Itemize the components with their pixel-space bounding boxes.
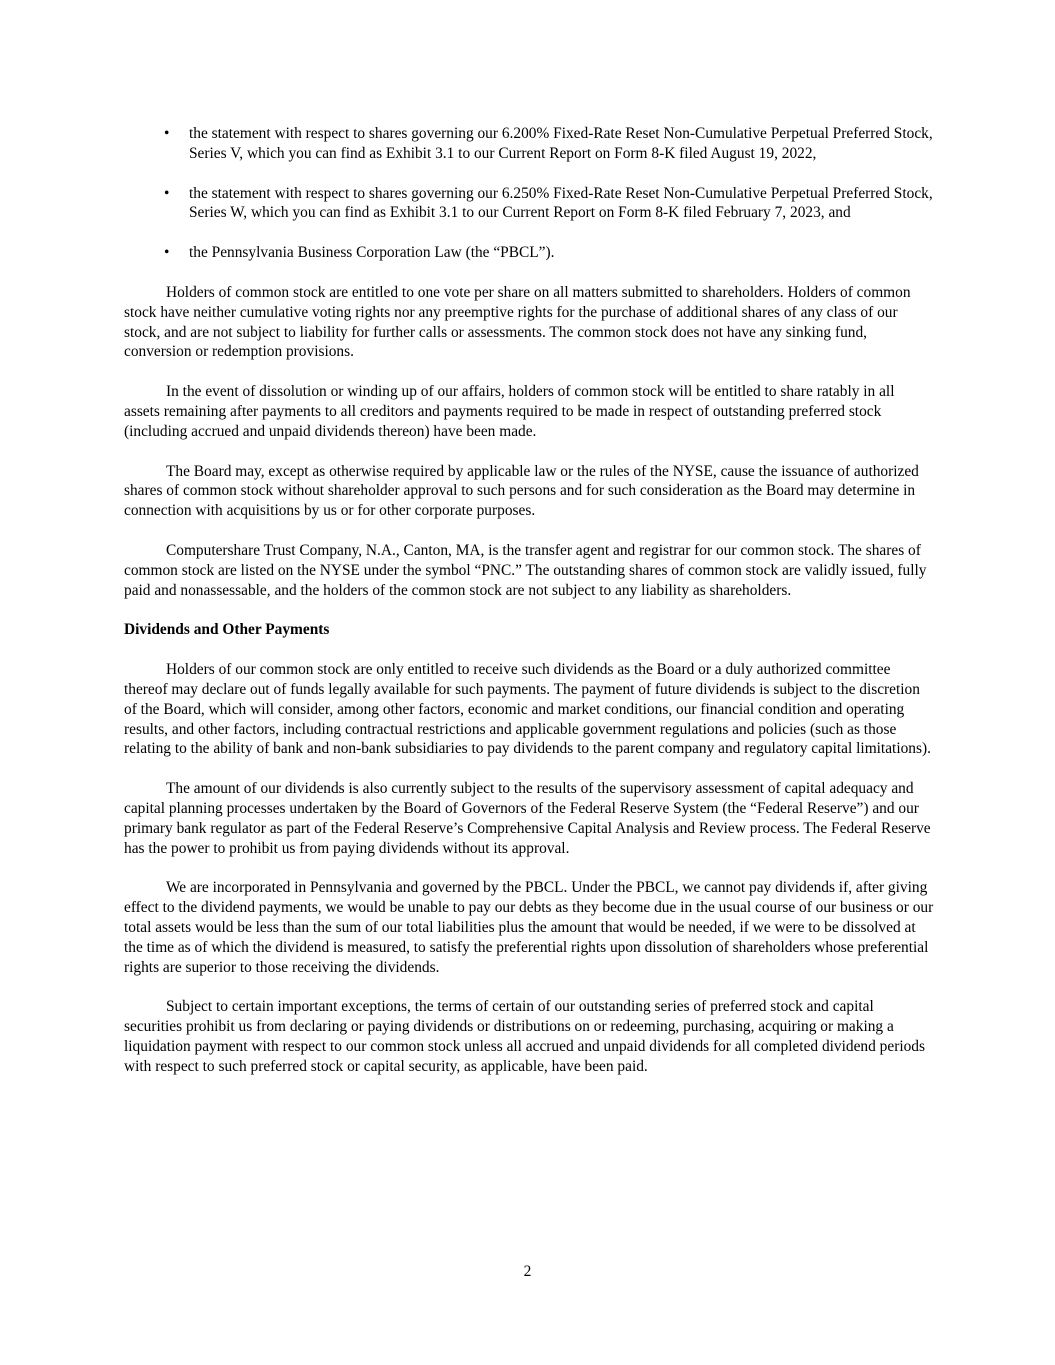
paragraph-preferred-exceptions: Subject to certain important exceptions, the terms of certain of our outstanding series of preferred stock and capital securities prohibit us from declaring or paying dividends or distributions on or redeeming, purchasing, acquiring or making a liquidation payment with respect to our common stock unless all accrued and unpaid dividends for all completed dividend periods with respect to such preferred stock or capital security, as applicable, have been paid. — [124, 998, 925, 1075]
page-content — [124, 124, 934, 1096]
bullet-icon: • — [164, 244, 170, 262]
paragraph-pbcl-restrictions: We are incorporated in Pennsylvania and governed by the PBCL. Under the PBCL, we cannot pay dividends if, after giving effect to the dividend payments, we would be unable to pay our debts as they become due in the usual course of our business or our total assets would be less than the sum of our total liabilities plus the amount that would be needed, if we were to be dissolved at the time as of which the dividend is measured, to satisfy the preferential rights upon dissolution of shareholders whose preferential rights are superior to those receiving the dividends. — [124, 879, 934, 976]
bullet-icon: • — [164, 184, 170, 202]
paragraph-issuance: The Board may, except as otherwise required by applicable law or the rules of the NYSE, cause the issuance of authorized shares of common stock without shareholder approval to such persons and for such consideration as the Board may determine in connection with acquisitions by us or for other corporate purposes. — [124, 462, 919, 520]
bullet-item-pbcl — [124, 243, 934, 263]
bullet-text: the statement with respect to shares governing our 6.200% Fixed-Rate Reset Non-Cumulative Perpetual Preferred Stock, Series V, which you can find as Exhibit 3.1 to our Current Report on Form 8-K filed August 19, 2022, — [189, 125, 933, 162]
bullet-text: the statement with respect to shares governing our 6.250% Fixed-Rate Reset Non-Cumulative Perpetual Preferred Stock, Series W, which you can find as Exhibit 3.1 to our Current Report on Form 8-K filed February 7, 2023, and — [189, 184, 933, 222]
paragraph-federal-reserve: The amount of our dividends is also currently subject to the results of the supervisory assessment of capital adequacy and capital planning processes undertaken by the Board of Governors of the Federal Reserve System (the “Federal Reserve”) and our primary bank regulator as part of the Federal Reserve’s Comprehensive Capital Analysis and Review process. The Federal Reserve has the power to prohibit us from paying dividends without its approval. — [124, 780, 931, 857]
paragraph-transfer-agent: Computershare Trust Company, N.A., Canton, MA, is the transfer agent and registrar for our common stock. The shares of common stock are listed on the NYSE under the symbol “PNC.” The outstanding shares of common stock are validly issued, fully paid and nonassessable, and the holders of the common stock are not subject to any liability as shareholders. — [124, 541, 927, 599]
paragraph-dissolution: In the event of dissolution or winding up of our affairs, holders of common stock will be entitled to share ratably in all assets remaining after payments to all creditors and payments required to be made in respect of outstanding preferred stock (including accrued and unpaid dividends thereon) have been made. — [124, 383, 895, 440]
bullet-text: the Pennsylvania Business Corporation Law (the “PBCL”). — [189, 244, 555, 262]
section-heading-dividends: Dividends and Other Payments — [124, 621, 330, 639]
page-number: 2 — [523, 1263, 532, 1280]
paragraph-dividend-entitlement: Holders of our common stock are only entitled to receive such dividends as the Board or a duly authorized committee thereof may declare out of funds legally available for such payments. The payment of future dividends is subject to the discretion of the Board, which will consider, among other factors, economic and market conditions, our financial condition and operating results, and other factors, including contractual restrictions and applicable government regulations and policies (such as those relating to the ability of bank and non-bank subsidiaries to pay dividends to the parent company and regulatory capital limitations). — [124, 661, 931, 758]
paragraph-voting-rights: Holders of common stock are entitled to one vote per share on all matters submitted to shareholders. Holders of common stock have neither cumulative voting rights nor any preemptive rights for the purchase of additional shares of any class of our stock, and are not subject to liability for further calls or assessments. The common stock does not have any sinking fund, conversion or redemption provisions. — [124, 283, 911, 361]
bullet-item-series-v — [124, 124, 934, 164]
bullet-icon: • — [164, 125, 170, 142]
bullet-item-series-w — [124, 184, 934, 224]
bullet-list — [124, 124, 934, 263]
